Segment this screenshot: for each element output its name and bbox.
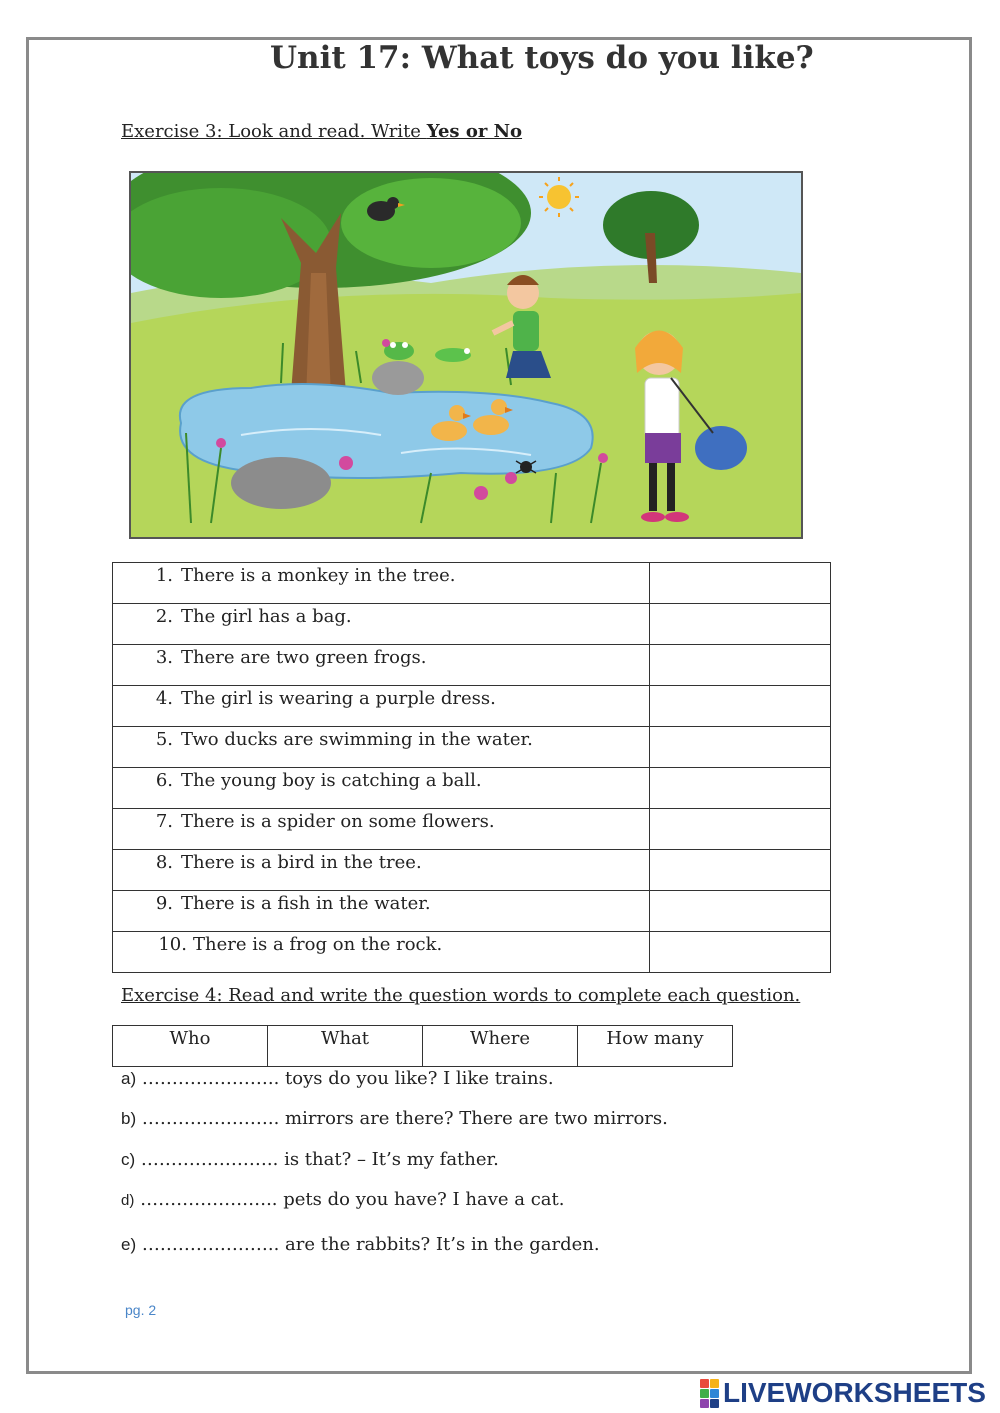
question-cell <box>113 686 650 727</box>
question-text: The young boy is catching a ball. <box>181 770 482 791</box>
table-row <box>113 686 831 727</box>
answer-blank[interactable]: ………………….. <box>140 1189 278 1210</box>
question-text: The girl is wearing a purple dress. <box>181 688 496 709</box>
question-number: 6. <box>155 770 173 791</box>
answer-cell[interactable] <box>649 604 830 645</box>
question-cell <box>113 768 650 809</box>
question-line-e <box>121 1234 600 1255</box>
exercise-3-instruction <box>121 121 522 142</box>
table-row <box>113 563 831 604</box>
question-cell <box>113 891 650 932</box>
question-label: e) <box>121 1235 137 1254</box>
answer-cell[interactable] <box>649 932 830 973</box>
exercise-3-instruction-bold: Yes or No <box>426 121 523 142</box>
answer-cell[interactable] <box>649 686 830 727</box>
question-number: 2. <box>155 606 173 627</box>
question-line-d <box>121 1189 564 1210</box>
question-label: a) <box>121 1069 137 1088</box>
question-label: d) <box>121 1192 135 1209</box>
question-text: There is a spider on some flowers. <box>181 811 495 832</box>
table-row <box>113 727 831 768</box>
liveworksheets-logo <box>700 1378 986 1408</box>
answer-blank[interactable]: ………………….. <box>140 1149 279 1170</box>
question-text: Two ducks are swimming in the water. <box>181 729 533 750</box>
question-line-b <box>121 1108 668 1129</box>
word-bank-table <box>112 1025 733 1067</box>
question-number: 5. <box>155 729 173 750</box>
question-number: 10. <box>158 934 187 955</box>
yes-no-table <box>112 562 831 973</box>
question-text: There is a bird in the tree. <box>181 852 422 873</box>
table-row <box>113 932 831 973</box>
question-line-a <box>121 1068 554 1089</box>
question-number: 7. <box>155 811 173 832</box>
question-number: 1. <box>155 565 173 586</box>
park-scene-illustration <box>129 171 803 539</box>
question-text: pets do you have? I have a cat. <box>277 1189 565 1210</box>
word-bank-item: Who <box>113 1026 268 1067</box>
question-cell <box>113 809 650 850</box>
answer-cell[interactable] <box>649 645 830 686</box>
word-bank-item: What <box>268 1026 423 1067</box>
exercise-3-instruction-text: Exercise 3: Look and read. Write <box>121 121 427 142</box>
question-text: There is a monkey in the tree. <box>181 565 456 586</box>
question-text: is that? – It’s my father. <box>278 1149 499 1170</box>
page-number: pg. 2 <box>125 1302 157 1318</box>
answer-blank[interactable]: ………………….. <box>141 1108 280 1129</box>
answer-blank[interactable]: ………………….. <box>141 1068 280 1089</box>
question-text: mirrors are there? There are two mirrors. <box>279 1108 668 1129</box>
answer-cell[interactable] <box>649 727 830 768</box>
answer-cell[interactable] <box>649 563 830 604</box>
question-number: 9. <box>155 893 173 914</box>
question-text: There is a fish in the water. <box>181 893 431 914</box>
question-cell <box>113 850 650 891</box>
question-cell <box>113 727 650 768</box>
question-text: The girl has a bag. <box>181 606 352 627</box>
answer-blank[interactable]: ………………….. <box>141 1234 280 1255</box>
table-row <box>113 809 831 850</box>
table-row <box>113 1026 733 1067</box>
question-cell <box>113 645 650 686</box>
question-text: are the rabbits? It’s in the garden. <box>279 1234 600 1255</box>
liveworksheets-icon <box>700 1379 719 1408</box>
answer-cell[interactable] <box>649 768 830 809</box>
question-number: 8. <box>155 852 173 873</box>
question-number: 4. <box>155 688 173 709</box>
question-cell <box>113 563 650 604</box>
table-row <box>113 604 831 645</box>
word-bank-item: How many <box>578 1026 733 1067</box>
question-line-c <box>121 1149 499 1170</box>
answer-cell[interactable] <box>649 891 830 932</box>
liveworksheets-brand: LIVEWORKSHEETS <box>723 1377 986 1408</box>
page-title: Unit 17: What toys do you like? <box>270 40 814 76</box>
question-text: toys do you like? I like trains. <box>279 1068 554 1089</box>
question-number: 3. <box>155 647 173 668</box>
table-row <box>113 891 831 932</box>
question-label: b) <box>121 1109 137 1128</box>
question-text: There is a frog on the rock. <box>193 934 443 955</box>
exercise-4-instruction: Exercise 4: Read and write the question words to complete each question. <box>121 985 801 1006</box>
table-row <box>113 645 831 686</box>
question-cell <box>113 932 650 973</box>
table-row <box>113 850 831 891</box>
answer-cell[interactable] <box>649 850 830 891</box>
question-cell <box>113 604 650 645</box>
answer-cell[interactable] <box>649 809 830 850</box>
question-label: c) <box>121 1150 136 1169</box>
word-bank-item: Where <box>423 1026 578 1067</box>
question-text: There are two green frogs. <box>181 647 427 668</box>
table-row <box>113 768 831 809</box>
